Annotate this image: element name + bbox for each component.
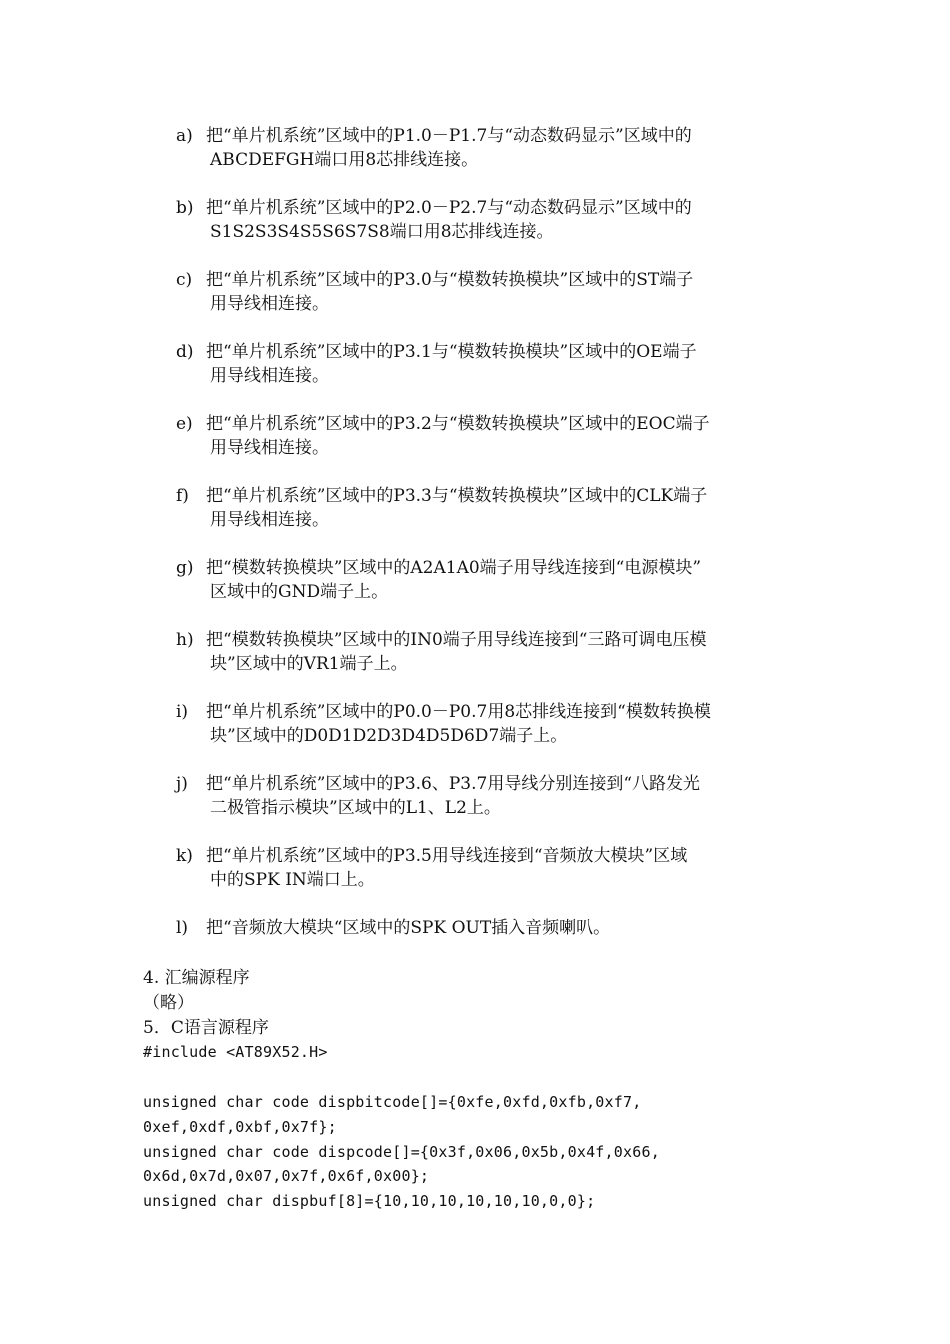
step-marker: i) <box>176 702 189 722</box>
step-marker: c) <box>176 270 193 290</box>
step-marker: e) <box>176 414 193 434</box>
step-text-line-2: 用导线相连接。 <box>210 438 329 458</box>
step-text-line-1: 把“单片机系统”区域中的P3.5用导线连接到“音频放大模块”区域 <box>206 846 688 866</box>
step-text-line-1: 把“单片机系统”区域中的P2.0－P2.7与“动态数码显示”区域中的 <box>206 198 692 218</box>
step-text-line-1: 把“模数转换模块”区域中的IN0端子用导线连接到“三路可调电压模 <box>206 630 707 650</box>
step-text-line-1: 把“模数转换模块”区域中的A2A1A0端子用导线连接到“电源模块” <box>206 558 702 578</box>
step-marker: l) <box>176 918 189 938</box>
step-marker: k) <box>176 846 193 866</box>
step-marker: j) <box>176 774 188 794</box>
step-text-line-2: 区域中的GND端子上。 <box>210 582 389 602</box>
step-marker: a) <box>176 126 193 146</box>
wiring-step-h <box>176 628 816 700</box>
step-text-line-2: 用导线相连接。 <box>210 510 329 530</box>
wiring-step-f <box>176 484 816 556</box>
c-source-heading: 5．C语言源程序 <box>143 1017 269 1038</box>
step-text-line-1: 把“单片机系统”区域中的P1.0－P1.7与“动态数码显示”区域中的 <box>206 126 692 146</box>
step-text-line-1: 把“单片机系统”区域中的P3.2与“模数转换模块”区域中的EOC端子 <box>206 414 710 434</box>
source-code-section <box>143 966 843 1214</box>
code-line: unsigned char dispbuf[8]={10,10,10,10,10,10,0,0}; <box>143 1192 596 1211</box>
step-text-line-2: 块”区域中的VR1端子上。 <box>210 654 408 674</box>
step-text-line-2: 用导线相连接。 <box>210 294 329 314</box>
step-marker: g) <box>176 558 194 578</box>
step-text-line-1: 把“单片机系统”区域中的P3.0与“模数转换模块”区域中的ST端子 <box>206 270 694 290</box>
step-text-line-2: 中的SPK IN端口上。 <box>210 870 375 890</box>
wiring-step-b <box>176 196 816 268</box>
wiring-step-e <box>176 412 816 484</box>
step-marker: d) <box>176 342 194 362</box>
step-text-line-1: 把“单片机系统”区域中的P3.3与“模数转换模块”区域中的CLK端子 <box>206 486 708 506</box>
wiring-step-a <box>176 124 816 196</box>
step-marker: f) <box>176 486 189 506</box>
step-text-line-2: 用导线相连接。 <box>210 366 329 386</box>
step-text-line-2: S1S2S3S4S5S6S7S8端口用8芯排线连接。 <box>210 222 554 242</box>
assembly-source-heading: 4. 汇编源程序 <box>143 968 250 988</box>
wiring-step-j <box>176 772 816 844</box>
code-line: 0xef,0xdf,0xbf,0x7f}; <box>143 1117 337 1136</box>
code-line: #include <AT89X52.H> <box>143 1043 328 1062</box>
code-line: unsigned char code dispcode[]={0x3f,0x06,0x5b,0x4f,0x66, <box>143 1142 660 1161</box>
code-line: unsigned char code dispbitcode[]={0xfe,0xfd,0xfb,0xf7, <box>143 1092 642 1111</box>
step-text-line-1: 把“单片机系统”区域中的P0.0－P0.7用8芯排线连接到“模数转换模 <box>206 702 711 722</box>
wiring-step-c <box>176 268 816 340</box>
wiring-step-d <box>176 340 816 412</box>
code-line <box>143 1065 843 1090</box>
step-marker: b) <box>176 198 194 218</box>
wiring-step-k <box>176 844 816 916</box>
step-marker: h) <box>176 630 194 650</box>
step-text-line-2: ABCDEFGH端口用8芯排线连接。 <box>210 150 479 170</box>
step-text-line-2: 二极管指示模块”区域中的L1、L2上。 <box>210 798 501 818</box>
wiring-steps-list <box>176 124 816 988</box>
wiring-step-g <box>176 556 816 628</box>
step-text-line-1: 把“音频放大模块“区域中的SPK OUT插入音频喇叭。 <box>206 918 611 938</box>
step-text-line-1: 把“单片机系统”区域中的P3.6、P3.7用导线分别连接到“八路发光 <box>206 774 701 794</box>
code-line: 0x6d,0x7d,0x07,0x7f,0x6f,0x00}; <box>143 1167 430 1186</box>
wiring-step-i <box>176 700 816 772</box>
assembly-source-note: （略） <box>143 992 194 1013</box>
step-text-line-2: 块”区域中的D0D1D2D3D4D5D6D7端子上。 <box>210 726 568 746</box>
step-text-line-1: 把“单片机系统”区域中的P3.1与“模数转换模块”区域中的OE端子 <box>206 342 697 362</box>
